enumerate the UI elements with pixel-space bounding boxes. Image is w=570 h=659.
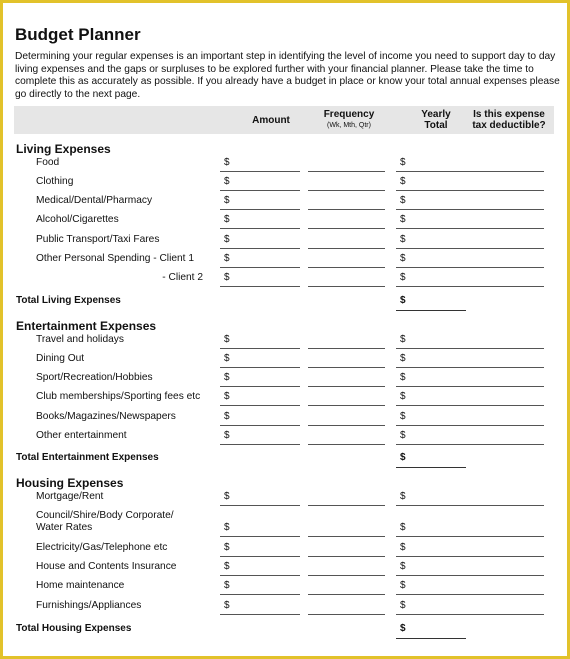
amount-dollar-sign: $	[224, 600, 230, 611]
yearly-dollar-sign: $	[400, 430, 406, 441]
yearly-dollar-sign: $	[400, 580, 406, 591]
row-label: Public Transport/Taxi Fares	[36, 234, 160, 245]
amount-dollar-sign: $	[224, 234, 230, 245]
frequency-field[interactable]	[308, 367, 385, 368]
yearly-total-field[interactable]	[396, 444, 544, 445]
header-yearly-total	[406, 109, 466, 131]
intro-paragraph: Determining your regular expenses is an important step in identifying the level of income you need to support day to day living expenses and the gaps or surpluses to be explored further with your financial planner. Please take the time to complete this as accurately as possible. If you already have a budget in place or know your total annual expenses please go directly to the next page.	[15, 51, 560, 100]
yearly-total-field[interactable]	[396, 536, 544, 537]
yearly-dollar-sign: $	[400, 234, 406, 245]
frequency-field[interactable]	[308, 386, 385, 387]
total-entertainment-field[interactable]	[396, 467, 466, 468]
frequency-field[interactable]	[308, 505, 385, 506]
header-amount: Amount	[252, 115, 290, 126]
row-label: Home maintenance	[36, 580, 125, 591]
row-label: Alcohol/Cigarettes	[36, 214, 119, 225]
total-living-label: Total Living Expenses	[16, 295, 121, 306]
yearly-total-field[interactable]	[396, 556, 544, 557]
yearly-total-field[interactable]	[396, 190, 544, 191]
yearly-total-field[interactable]	[396, 386, 544, 387]
amount-field[interactable]	[220, 248, 300, 249]
yearly-dollar-sign: $	[400, 253, 406, 264]
yearly-total-field[interactable]	[396, 171, 544, 172]
table-row	[3, 195, 570, 214]
table-row	[3, 334, 570, 353]
frequency-field[interactable]	[308, 286, 385, 287]
amount-dollar-sign: $	[224, 195, 230, 206]
total-housing-field[interactable]	[396, 638, 466, 639]
total-entertainment-label: Total Entertainment Expenses	[16, 452, 159, 463]
table-row	[3, 234, 570, 253]
amount-field[interactable]	[220, 228, 300, 229]
yearly-dollar-sign: $	[400, 542, 406, 553]
amount-dollar-sign: $	[224, 411, 230, 422]
amount-dollar-sign: $	[224, 391, 230, 402]
table-row	[3, 411, 570, 430]
total-entertainment-dollar: $	[400, 452, 406, 463]
yearly-total-field[interactable]	[396, 614, 544, 615]
amount-field[interactable]	[220, 505, 300, 506]
table-row	[3, 214, 570, 233]
header-tax-line1: Is this expense	[473, 109, 545, 120]
amount-field[interactable]	[220, 425, 300, 426]
column-header-bar	[14, 106, 554, 134]
table-row	[3, 542, 570, 561]
section-entertainment-heading: Entertainment Expenses	[16, 319, 157, 333]
yearly-dollar-sign: $	[400, 491, 406, 502]
yearly-dollar-sign: $	[400, 522, 406, 533]
amount-dollar-sign: $	[224, 353, 230, 364]
frequency-field[interactable]	[308, 536, 385, 537]
yearly-total-field[interactable]	[396, 505, 544, 506]
amount-dollar-sign: $	[224, 491, 230, 502]
yearly-total-field[interactable]	[396, 348, 544, 349]
yearly-total-field[interactable]	[396, 575, 544, 576]
frequency-field[interactable]	[308, 556, 385, 557]
table-row	[3, 372, 570, 391]
yearly-dollar-sign: $	[400, 600, 406, 611]
frequency-field[interactable]	[308, 171, 385, 172]
frequency-field[interactable]	[308, 594, 385, 595]
header-tax-line2: tax deductible?	[472, 120, 546, 131]
amount-field[interactable]	[220, 286, 300, 287]
amount-field[interactable]	[220, 367, 300, 368]
yearly-total-field[interactable]	[396, 209, 544, 210]
amount-field[interactable]	[220, 171, 300, 172]
header-frequency-label: Frequency	[323, 109, 375, 120]
amount-field[interactable]	[220, 594, 300, 595]
yearly-total-field[interactable]	[396, 594, 544, 595]
table-row	[3, 253, 570, 272]
table-row	[3, 391, 570, 410]
table-row	[3, 272, 570, 291]
row-label: House and Contents Insurance	[36, 561, 177, 572]
amount-dollar-sign: $	[224, 334, 230, 345]
yearly-dollar-sign: $	[400, 411, 406, 422]
yearly-dollar-sign: $	[400, 272, 406, 283]
table-row	[3, 522, 570, 541]
table-row	[3, 157, 570, 176]
row-label: Medical/Dental/Pharmacy	[36, 195, 153, 206]
yearly-total-field[interactable]	[396, 248, 544, 249]
yearly-total-field[interactable]	[396, 425, 544, 426]
header-yearly-line1: Yearly	[421, 109, 451, 120]
amount-dollar-sign: $	[224, 253, 230, 264]
amount-dollar-sign: $	[224, 176, 230, 187]
yearly-total-field[interactable]	[396, 286, 544, 287]
yearly-total-field[interactable]	[396, 228, 544, 229]
total-living-dollar: $	[400, 295, 406, 306]
amount-dollar-sign: $	[224, 561, 230, 572]
frequency-field[interactable]	[308, 190, 385, 191]
row-label: - Client 2	[162, 272, 203, 283]
row-label: Other entertainment	[36, 430, 127, 441]
amount-dollar-sign: $	[224, 580, 230, 591]
yearly-dollar-sign: $	[400, 334, 406, 345]
row-label: Dining Out	[36, 353, 85, 364]
row-label: Food	[36, 157, 60, 168]
frequency-field[interactable]	[308, 267, 385, 268]
total-housing-dollar: $	[400, 623, 406, 634]
amount-field[interactable]	[220, 190, 300, 191]
header-frequency-sub: (Wk, Mth, Qtr)	[327, 122, 371, 129]
amount-field[interactable]	[220, 348, 300, 349]
row-label: Mortgage/Rent	[36, 491, 104, 502]
amount-field[interactable]	[220, 267, 300, 268]
yearly-dollar-sign: $	[400, 214, 406, 225]
yearly-dollar-sign: $	[400, 561, 406, 572]
amount-field[interactable]	[220, 405, 300, 406]
yearly-dollar-sign: $	[400, 391, 406, 402]
total-living-field[interactable]	[396, 310, 466, 311]
section-living-heading: Living Expenses	[16, 142, 111, 156]
frequency-field[interactable]	[308, 405, 385, 406]
frequency-field[interactable]	[308, 209, 385, 210]
frequency-field[interactable]	[308, 575, 385, 576]
amount-dollar-sign: $	[224, 372, 230, 383]
yearly-dollar-sign: $	[400, 195, 406, 206]
frequency-field[interactable]	[308, 444, 385, 445]
row-label: Books/Magazines/Newspapers	[36, 411, 176, 422]
section-housing-heading: Housing Expenses	[16, 476, 124, 490]
amount-dollar-sign: $	[224, 522, 230, 533]
yearly-dollar-sign: $	[400, 353, 406, 364]
row-label: Club memberships/Sporting fees etc	[36, 391, 201, 402]
amount-field[interactable]	[220, 536, 300, 537]
yearly-total-field[interactable]	[396, 267, 544, 268]
frequency-field[interactable]	[308, 348, 385, 349]
amount-field[interactable]	[220, 209, 300, 210]
row-label: Electricity/Gas/Telephone etc	[36, 542, 168, 553]
amount-dollar-sign: $	[224, 430, 230, 441]
header-frequency	[309, 109, 389, 131]
header-yearly-line2: Total	[424, 120, 448, 131]
table-row	[3, 561, 570, 580]
yearly-dollar-sign: $	[400, 176, 406, 187]
table-row	[3, 176, 570, 195]
yearly-dollar-sign: $	[400, 157, 406, 168]
page-title: Budget Planner	[15, 25, 141, 44]
row-label: Furnishings/Appliances	[36, 600, 142, 611]
yearly-total-field[interactable]	[396, 367, 544, 368]
yearly-total-field[interactable]	[396, 405, 544, 406]
frequency-field[interactable]	[308, 228, 385, 229]
row-label: Travel and holidays	[36, 334, 124, 345]
amount-dollar-sign: $	[224, 157, 230, 168]
total-housing-label: Total Housing Expenses	[16, 623, 132, 634]
header-tax-deductible	[469, 109, 549, 131]
amount-dollar-sign: $	[224, 542, 230, 553]
amount-field[interactable]	[220, 575, 300, 576]
amount-dollar-sign: $	[224, 214, 230, 225]
table-row	[3, 430, 570, 449]
table-row	[3, 600, 570, 619]
row-label: Water Rates	[36, 522, 93, 533]
row-label: Council/Shire/Body Corporate/	[36, 510, 174, 521]
table-row	[3, 353, 570, 372]
table-row	[3, 580, 570, 599]
frequency-field[interactable]	[308, 614, 385, 615]
amount-field[interactable]	[220, 444, 300, 445]
amount-field[interactable]	[220, 556, 300, 557]
row-label: Sport/Recreation/Hobbies	[36, 372, 153, 383]
yearly-dollar-sign: $	[400, 372, 406, 383]
row-label: Clothing	[36, 176, 74, 187]
frequency-field[interactable]	[308, 425, 385, 426]
amount-field[interactable]	[220, 386, 300, 387]
row-label: Other Personal Spending - Client 1	[36, 253, 194, 264]
table-row	[3, 491, 570, 510]
amount-dollar-sign: $	[224, 272, 230, 283]
amount-field[interactable]	[220, 614, 300, 615]
frequency-field[interactable]	[308, 248, 385, 249]
